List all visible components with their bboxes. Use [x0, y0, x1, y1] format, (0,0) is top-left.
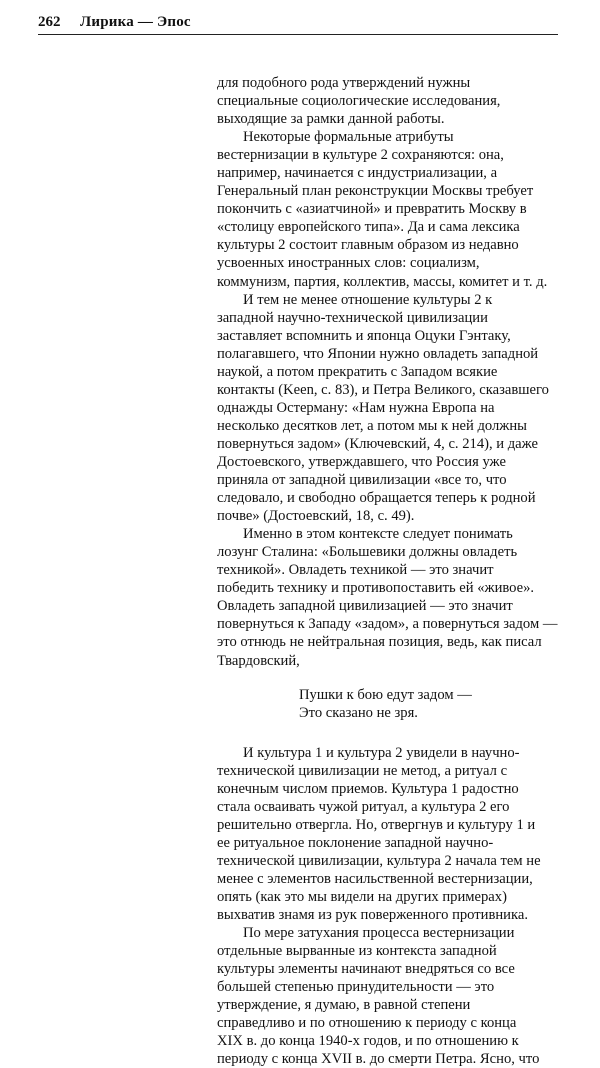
text-line: почве» (Достоевский, 18, с. 49). — [217, 508, 415, 525]
text-line: лозунг Сталина: «Большевики должны овладеть — [217, 544, 518, 561]
text-line: утверждение, я думаю, в равной степени — [217, 997, 471, 1014]
text-line: повернуться задом» (Ключевский, 4, с. 214), и даже — [217, 435, 539, 452]
spacer — [217, 722, 557, 744]
text-line: коммунизм, партия, коллектив, массы, комитет и т. д. — [217, 273, 548, 290]
text-line: Некоторые формальные атрибуты — [243, 129, 454, 146]
text-line: следовало, и свободно обращается теперь к родной — [217, 490, 536, 507]
text-line: несколько десятков лет, а потом мы к ней должны — [217, 417, 527, 434]
text-line: Именно в этом контексте следует понимать — [243, 526, 513, 543]
text-line: «столицу европейского типа». Да и сама лексика — [217, 219, 520, 236]
text-line: Достоевского, утверждавшего, что Россия уже — [217, 453, 506, 470]
verse-line: Это сказано не зря. — [299, 704, 418, 721]
text-line: И культура 1 и культура 2 увидели в научно- — [243, 744, 520, 761]
paragraph-6 — [217, 924, 557, 1068]
text-line: контакты (Keen, с. 83), и Петра Великого, сказавшего — [217, 381, 549, 398]
paragraph-5 — [217, 744, 557, 924]
text-line: стала осваивать чужой ритуал, а культура 2 его — [217, 798, 510, 815]
text-line: заставляет вспомнить и японца Оцуки Гэнтаку, — [217, 327, 511, 344]
text-line: победить технику и противопоставить ей «живое». — [217, 580, 535, 597]
text-line: усвоенных иностранных слов: социализм, — [217, 255, 480, 272]
text-line: отдельные вырванные из контекста западной — [217, 943, 497, 960]
text-line: конечным числом приемов. Культура 1 радостно — [217, 780, 519, 797]
verse-quote — [217, 686, 557, 722]
text-line: техникой». Овладеть техникой — это значит — [217, 562, 494, 579]
page-number: 262 — [38, 14, 61, 30]
text-line: для подобного рода утверждений нужны — [217, 75, 471, 91]
running-header — [38, 14, 558, 35]
text-line: это отнюдь не нейтральная позиция, ведь, как писал — [217, 634, 542, 651]
paragraph-2 — [217, 128, 557, 290]
text-line: приняла от западной цивилизации «все то, что — [217, 472, 507, 489]
body-text — [217, 74, 557, 1068]
text-line: большей степенью принудительности — это — [217, 979, 495, 996]
paragraph-4 — [217, 525, 557, 669]
text-line: полагавшего, что Японии нужно овладеть западной — [217, 345, 539, 362]
text-line: По мере затухания процесса вестернизации — [243, 925, 515, 942]
text-line: западной научно-технической цивилизации — [217, 309, 488, 326]
paragraph-3 — [217, 291, 557, 526]
text-line: технической цивилизации не метод, а ритуал с — [217, 762, 508, 779]
text-line: покончить с «азиатчиной» и превратить Москву в — [217, 201, 527, 218]
text-line: Твардовский, — [217, 652, 300, 669]
text-line: выхватив знамя из рук поверженного противника. — [217, 906, 528, 923]
text-line: периоду с конца XVII в. до смерти Петра. Ясно, что — [217, 1051, 540, 1068]
text-line: однажды Остерману: «Нам нужна Европа на — [217, 399, 495, 416]
spacer — [217, 670, 557, 686]
text-line: опять (как это мы видели на других примерах) — [217, 888, 507, 905]
text-line: менее с элементов насильственной вестернизации, — [217, 870, 533, 887]
text-line: культуры элементы начинают внедряться со все — [217, 961, 515, 978]
text-line: ее ритуальное поклонение западной научно- — [217, 834, 494, 851]
text-line: выходящие за рамки данной работы. — [217, 111, 445, 128]
text-line: например, начинается с индустриализации, а — [217, 165, 498, 182]
text-line: решительно отвергла. Но, отвергнув и культуру 1 и — [217, 816, 536, 833]
text-line: Генеральный план реконструкции Москвы требует — [217, 183, 534, 200]
text-line: специальные социологические исследования, — [217, 93, 501, 110]
text-line: Овладеть западной цивилизацией — это значит — [217, 598, 513, 615]
text-line: XIX в. до конца 1940-х годов, и по отношению к — [217, 1033, 519, 1050]
text-line: технической цивилизации, культура 2 начала тем не — [217, 852, 541, 869]
text-line: вестернизации в культуре 2 сохраняются: она, — [217, 147, 504, 164]
verse-line: Пушки к бою едут задом — — [299, 686, 472, 703]
running-title: Лирика — Эпос — [80, 14, 191, 30]
text-line: справедливо и по отношению к периоду с конца — [217, 1015, 517, 1032]
text-line: наукой, а потом прекратить с Западом всякие — [217, 363, 498, 380]
text-line: культуры 2 состоит главным образом из недавно — [217, 237, 519, 254]
text-line: повернуться к Западу «задом», а повернуться задом — — [217, 616, 558, 633]
paragraph-1 — [217, 74, 557, 128]
text-line: И тем не менее отношение культуры 2 к — [243, 291, 493, 308]
